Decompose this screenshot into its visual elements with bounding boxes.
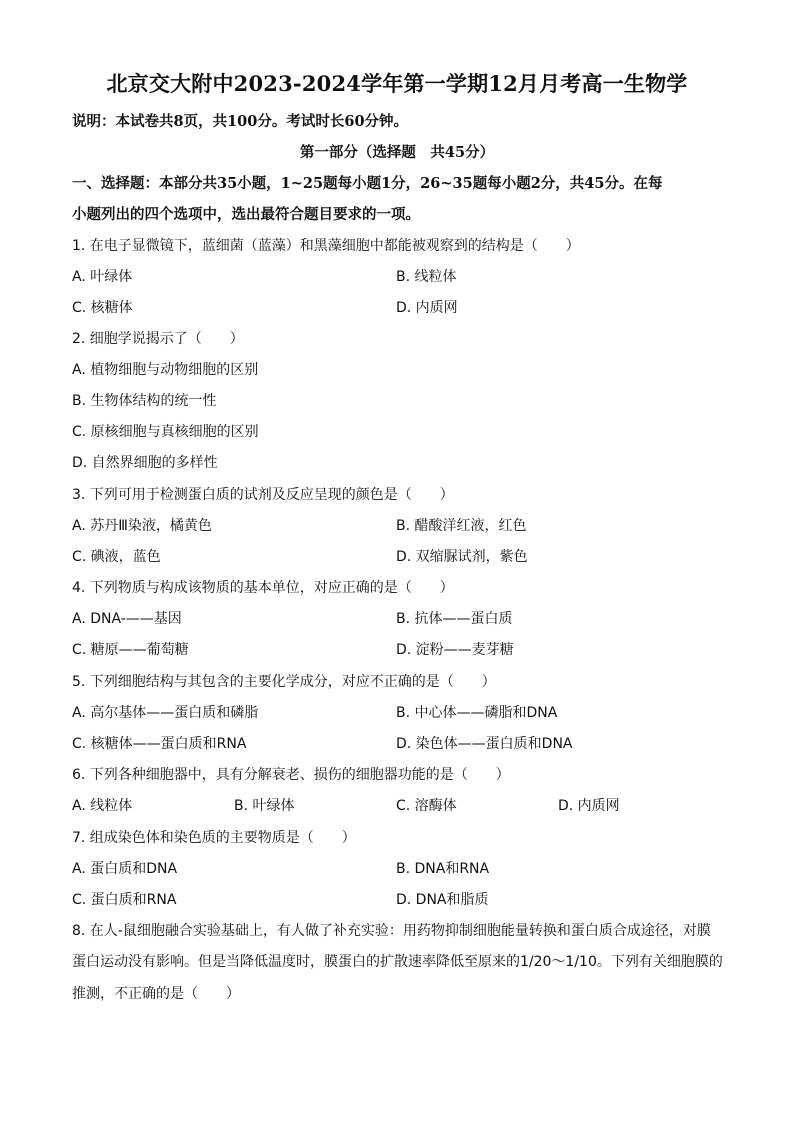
question-4-option-d: D. 淀粉——麦芽糖	[396, 642, 514, 658]
question-8-stem-line-3: 推测，不正确的是（ ）	[72, 986, 240, 1002]
question-4-stem: 4. 下列物质与构成该物质的基本单位，对应正确的是（ ）	[72, 580, 454, 596]
question-6-option-d: D. 内质网	[558, 798, 620, 814]
question-4-option-c: C. 糖原——葡萄糖	[72, 642, 189, 658]
question-3-stem: 3. 下列可用于检测蛋白质的试剂及反应呈现的颜色是（ ）	[72, 487, 454, 503]
question-1-option-b: B. 线粒体	[396, 269, 457, 285]
question-5-option-a: A. 高尔基体——蛋白质和磷脂	[72, 705, 259, 721]
question-1-stem: 1. 在电子显微镜下，蓝细菌（蓝藻）和黑藻细胞中都能被观察到的结构是（ ）	[72, 238, 580, 254]
question-3-option-a: A. 苏丹Ⅲ染液，橘黄色	[72, 518, 212, 534]
question-5-option-b: B. 中心体——磷脂和DNA	[396, 705, 558, 721]
question-1-option-c: C. 核糖体	[72, 300, 133, 316]
question-7-stem: 7. 组成染色体和染色质的主要物质是（ ）	[72, 830, 356, 846]
section-instruction-line-2: 小题列出的四个选项中，选出最符合题目要求的一项。	[72, 206, 420, 223]
question-8-stem-line-1: 8. 在人-鼠细胞融合实验基础上，有人做了补充实验：用药物抑制细胞能量转换和蛋白质合成途径，对膜	[72, 923, 711, 939]
question-3-option-b: B. 醋酸洋红液，红色	[396, 518, 527, 534]
question-5-option-c: C. 核糖体——蛋白质和RNA	[72, 736, 247, 752]
question-2-option-d: D. 自然界细胞的多样性	[72, 455, 218, 471]
question-4-option-a: A. DNA-——基因	[72, 611, 182, 627]
exam-title: 北京交大附中2023-2024学年第一学期12月月考高一生物学	[106, 71, 688, 96]
question-5-option-d: D. 染色体——蛋白质和DNA	[396, 736, 573, 752]
question-7-option-a: A. 蛋白质和DNA	[72, 861, 178, 877]
question-7-option-b: B. DNA和RNA	[396, 861, 490, 877]
question-1-option-d: D. 内质网	[396, 300, 458, 316]
question-3-option-d: D. 双缩脲试剂，紫色	[396, 549, 528, 565]
question-6-option-b: B. 叶绿体	[234, 798, 295, 814]
question-2-option-a: A. 植物细胞与动物细胞的区别	[72, 362, 259, 378]
question-5-stem: 5. 下列细胞结构与其包含的主要化学成分，对应不正确的是（ ）	[72, 674, 496, 690]
question-6-option-c: C. 溶酶体	[396, 798, 457, 814]
question-8-stem-line-2: 蛋白运动没有影响。但是当降低温度时，膜蛋白的扩散速率降低至原来的1/20～1/10。下列有关细胞膜的	[72, 954, 723, 970]
part-title: 第一部分（选择题 共45分）	[299, 144, 495, 161]
question-7-option-d: D. DNA和脂质	[396, 892, 489, 908]
question-2-stem: 2. 细胞学说揭示了（ ）	[72, 331, 244, 347]
question-7-option-c: C. 蛋白质和RNA	[72, 892, 177, 908]
question-6-stem: 6. 下列各种细胞器中，具有分解衰老、损伤的细胞器功能的是（ ）	[72, 767, 510, 783]
question-1-option-a: A. 叶绿体	[72, 269, 133, 285]
question-2-option-c: C. 原核细胞与真核细胞的区别	[72, 424, 259, 440]
question-3-option-c: C. 碘液，蓝色	[72, 549, 161, 565]
question-2-option-b: B. 生物体结构的统一性	[72, 393, 217, 409]
question-6-option-a: A. 线粒体	[72, 798, 133, 814]
exam-note: 说明：本试卷共8页，共100分。考试时长60分钟。	[72, 113, 409, 130]
section-instruction-line-1: 一、选择题：本部分共35小题，1~25题每小题1分，26~35题每小题2分，共45分。在每	[72, 175, 663, 192]
question-4-option-b: B. 抗体——蛋白质	[396, 611, 513, 627]
